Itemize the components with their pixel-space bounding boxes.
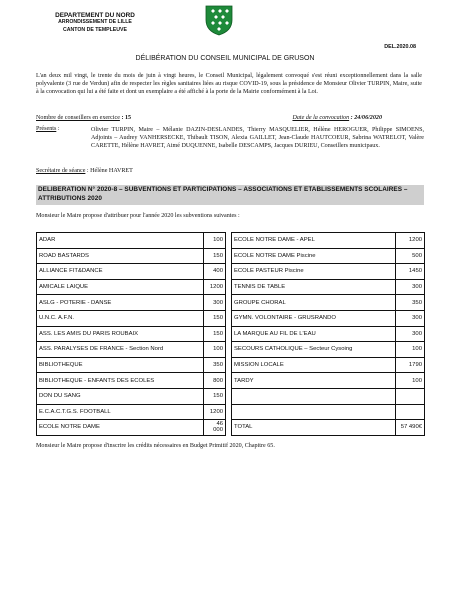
subsidy-amount: 1450: [396, 264, 425, 280]
organisation-name: AMICALE LAIQUE: [37, 279, 204, 295]
secretary-label: Secrétaire de séance: [36, 168, 86, 174]
subsidy-amount: 350: [396, 295, 425, 311]
canton-line: CANTON DE TEMPLEUVE: [63, 26, 127, 33]
table-row: [232, 295, 425, 311]
subsidy-amount: 100: [396, 342, 425, 358]
table-row: [232, 279, 425, 295]
councillor-count: [36, 115, 131, 121]
organisation-name: TARDY: [232, 373, 396, 389]
deliberation-reference: DEL.2020.08: [384, 44, 416, 50]
subsidy-amount: 46 000: [204, 420, 226, 436]
present-list: Olivier TURPIN, Maire – Mélanie DAZIN-DESLANDES, Thierry MASQUELIER, Hélène HEROGUER, Philippe SIMOENS, Adjoints – Audrey VANHERSECKE, Thibault TISON, Alexia GAILLET, Jean-Claude HAUTCOEUR, Sabrina WATRELOT, Valère CARETTE, Hélène HAVRET, Aimé DUQUENNE, Isabelle DESCAMPS, Jacques DURIEU, Conseillers municipaux.: [91, 127, 424, 150]
organisation-name: ECOLE NOTRE DAME: [37, 420, 204, 436]
table-row: [37, 420, 226, 436]
subsidy-amount: 1200: [396, 233, 425, 249]
arrondissement-line: ARRONDISSEMENT DE LILLE: [58, 19, 132, 26]
subsidy-amount: 100: [204, 233, 226, 249]
document-title: DÉLIBÉRATION DU CONSEIL MUNICIPAL DE GRUSON: [135, 55, 315, 62]
subsidy-amount: 1200: [204, 404, 226, 420]
organisation-name: GROUPE CHORAL: [232, 295, 396, 311]
organisation-name: ROAD BASTARDS: [37, 248, 204, 264]
organisation-name: ASS. LES AMIS DU PARIS ROUBAIX: [37, 326, 204, 342]
secretary-value: : Hélène HAVRET: [85, 168, 133, 174]
subsidy-amount: 150: [204, 248, 226, 264]
councillor-count-label: Nombre de conseillers en exercice: [36, 115, 120, 121]
subsidy-amount: 400: [204, 264, 226, 280]
organisation-name: SECOURS CATHOLIQUE – Secteur Cysoing: [232, 342, 396, 358]
councillor-count-value: : 15: [119, 115, 132, 121]
organisation-name: TENNIS DE TABLE: [232, 279, 396, 295]
organisation-name: ECOLE PASTEUR Piscine: [232, 264, 396, 280]
organisation-name: ASS. PARALYSES DE FRANCE - Section Nord: [37, 342, 204, 358]
subsidy-amount: 300: [396, 310, 425, 326]
present-label: [36, 126, 60, 132]
coat-of-arms-icon: [204, 4, 234, 36]
organisation-name: GYMN. VOLONTAIRE - GRUSRANDO: [232, 310, 396, 326]
organisation-name: TOTAL: [232, 420, 396, 436]
closing-sentence: Monsieur le Maire propose d'inscrire les crédits nécessaires en Budget Primitif 2020, Chapitre 65.: [36, 443, 275, 449]
proposal-sentence: Monsieur le Maire propose d'attribuer pour l'année 2020 les subventions suivantes :: [36, 213, 240, 219]
convocation-date-label: Date de la convocation: [292, 115, 350, 121]
organisation-name: [232, 388, 396, 404]
table-row: [37, 310, 226, 326]
present-label-suffix: :: [56, 126, 60, 132]
subsidies-table-right: [231, 232, 425, 436]
subsidy-amount: 300: [396, 279, 425, 295]
subsidy-amount: 100: [396, 373, 425, 389]
table-row: [232, 310, 425, 326]
table-row: [232, 373, 425, 389]
department-line: DEPARTEMENT DU NORD: [55, 12, 135, 19]
organisation-name: ECOLE NOTRE DAME - APEL: [232, 233, 396, 249]
table-row: [37, 295, 226, 311]
table-row: [232, 326, 425, 342]
administrative-header: [40, 12, 150, 34]
organisation-name: LA MARQUE AU FIL DE L'EAU: [232, 326, 396, 342]
table-row: [232, 420, 425, 436]
subsidy-amount: 100: [204, 342, 226, 358]
organisation-name: ADAR: [37, 233, 204, 249]
subsidy-amount: 1790: [396, 357, 425, 373]
table-row: [232, 233, 425, 249]
convocation-date-value: : 24/06/2020: [349, 115, 382, 121]
subsidies-table-left: [36, 232, 226, 436]
subsidy-amount: 57 490€: [396, 420, 425, 436]
organisation-name: ECOLE NOTRE DAME Piscine: [232, 248, 396, 264]
table-row: [232, 264, 425, 280]
organisation-name: BIBLIOTHEQUE - ENFANTS DES ECOLES: [37, 373, 204, 389]
organisation-name: ASLG - POTERIE - DANSE: [37, 295, 204, 311]
subsidy-amount: 800: [204, 373, 226, 389]
organisation-name: BIBLIOTHEQUE: [37, 357, 204, 373]
organisation-name: DON DU SANG: [37, 388, 204, 404]
table-row: [37, 233, 226, 249]
organisation-name: ALLIANCE FIT&DANCE: [37, 264, 204, 280]
organisation-name: U.N.C. A.F.N.: [37, 310, 204, 326]
table-row: [232, 404, 425, 420]
table-row: [232, 248, 425, 264]
intro-paragraph: L'an deux mil vingt, le trente du mois de juin à vingt heures, le Conseil Municipal, légalement convoqué s'est réuni exceptionnellement dans la salle polyvalente (3 rue de Verdun) afin de respecter les règles sanitaires liées au risque COVID-19, sous la présidence de Monsieur Olivier TURPIN, Maire, suite à la convocation qui lui a été faite et dont un exemplaire a été affiché à la porte de la Mairie conformément à la Loi.: [36, 73, 422, 96]
subsidy-amount: 150: [204, 326, 226, 342]
deliberation-title-band: DELIBERATION N° 2020-8 – SUBVENTIONS ET PARTICIPATIONS – ASSOCIATIONS ET ETABLISSEMENTS SCOLAIRES – ATTRIBUTIONS 2020: [36, 185, 424, 205]
organisation-name: [232, 404, 396, 420]
organisation-name: E.C.A.C.T.G.S. FOOTBALL: [37, 404, 204, 420]
table-row: [232, 357, 425, 373]
subsidy-amount: [396, 388, 425, 404]
table-row: [37, 248, 226, 264]
subsidy-amount: 300: [396, 326, 425, 342]
table-row: [37, 404, 226, 420]
secretary-line: [36, 168, 133, 174]
subsidy-amount: 150: [204, 310, 226, 326]
subsidy-amount: 300: [204, 295, 226, 311]
present-label-text: Présents: [36, 126, 57, 132]
table-row: [37, 326, 226, 342]
table-row: [37, 264, 226, 280]
subsidy-amount: [396, 404, 425, 420]
subsidy-amount: 500: [396, 248, 425, 264]
table-row: [37, 279, 226, 295]
table-row: [37, 357, 226, 373]
organisation-name: MISSION LOCALE: [232, 357, 396, 373]
table-row: [232, 342, 425, 358]
subsidy-amount: 1200: [204, 279, 226, 295]
table-row: [37, 388, 226, 404]
table-row: [37, 373, 226, 389]
convocation-date: [292, 115, 382, 121]
table-row: [37, 342, 226, 358]
subsidy-amount: 350: [204, 357, 226, 373]
subsidy-amount: 150: [204, 388, 226, 404]
table-row: [232, 388, 425, 404]
